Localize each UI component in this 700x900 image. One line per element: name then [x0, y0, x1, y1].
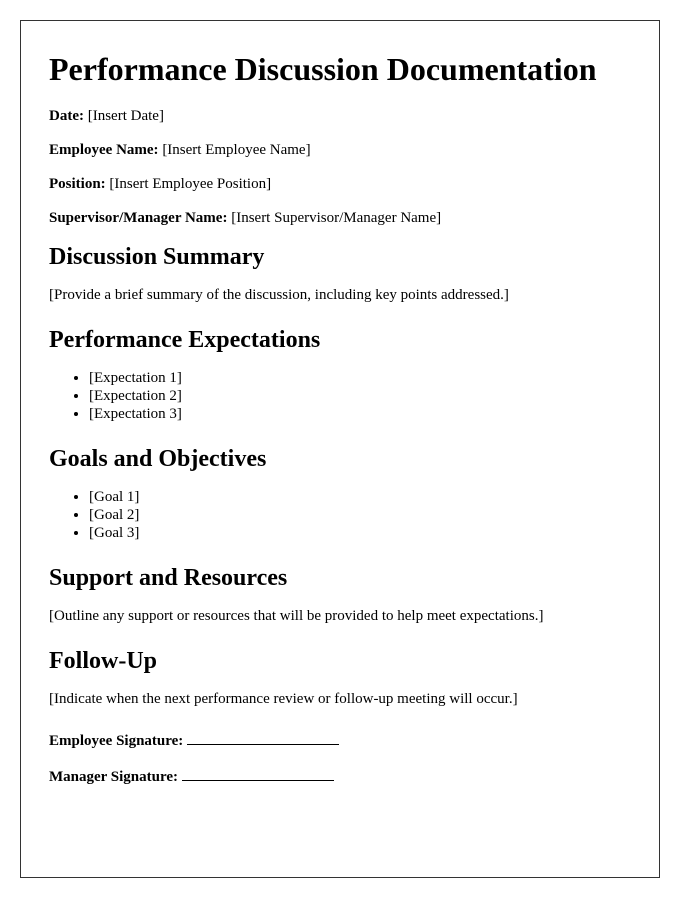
follow-up-text: [Indicate when the next performance review or follow-up meeting will occur.] [49, 691, 518, 707]
employee-name-label: Employee Name: [49, 142, 159, 158]
supervisor-name-field [49, 209, 631, 227]
performance-expectations-heading: Performance Expectations [49, 327, 321, 353]
list-item: • [Goal 1] [89, 488, 631, 506]
goals-list [49, 488, 631, 542]
employee-signature [49, 730, 631, 750]
support-resources-heading: Support and Resources [49, 565, 288, 591]
employee-signature-label: Employee Signature: [49, 733, 184, 749]
list-item: • [Goal 3] [89, 524, 631, 542]
list-item: • [Goal 2] [89, 506, 631, 524]
employee-name-value: [Insert Employee Name] [162, 142, 311, 158]
discussion-summary-heading: Discussion Summary [49, 244, 265, 270]
list-item: • [Expectation 2] [89, 387, 631, 405]
supervisor-name-label: Supervisor/Manager Name: [49, 210, 228, 226]
expectations-list [49, 369, 631, 423]
document-page [20, 20, 660, 878]
list-item: • [Expectation 1] [89, 369, 631, 387]
position-value: [Insert Employee Position] [109, 176, 272, 192]
supervisor-name-value: [Insert Supervisor/Manager Name] [231, 210, 442, 226]
follow-up-heading: Follow-Up [49, 648, 157, 674]
position-field [49, 175, 631, 193]
discussion-summary-text: [Provide a brief summary of the discussion, including key points addressed.] [49, 287, 509, 303]
support-resources-text: [Outline any support or resources that will be provided to help meet expectations.] [49, 608, 544, 624]
document-title: Performance Discussion Documentation [49, 51, 597, 87]
date-field [49, 107, 631, 125]
position-label: Position: [49, 176, 106, 192]
manager-signature-label: Manager Signature: [49, 769, 179, 785]
employee-name-field [49, 141, 631, 159]
manager-signature-line[interactable] [182, 766, 334, 781]
date-value: [Insert Date] [87, 108, 164, 124]
employee-signature-line[interactable] [187, 730, 339, 745]
date-label: Date: [49, 108, 84, 124]
goals-objectives-heading: Goals and Objectives [49, 446, 267, 472]
manager-signature [49, 766, 631, 786]
list-item: • [Expectation 3] [89, 405, 631, 423]
